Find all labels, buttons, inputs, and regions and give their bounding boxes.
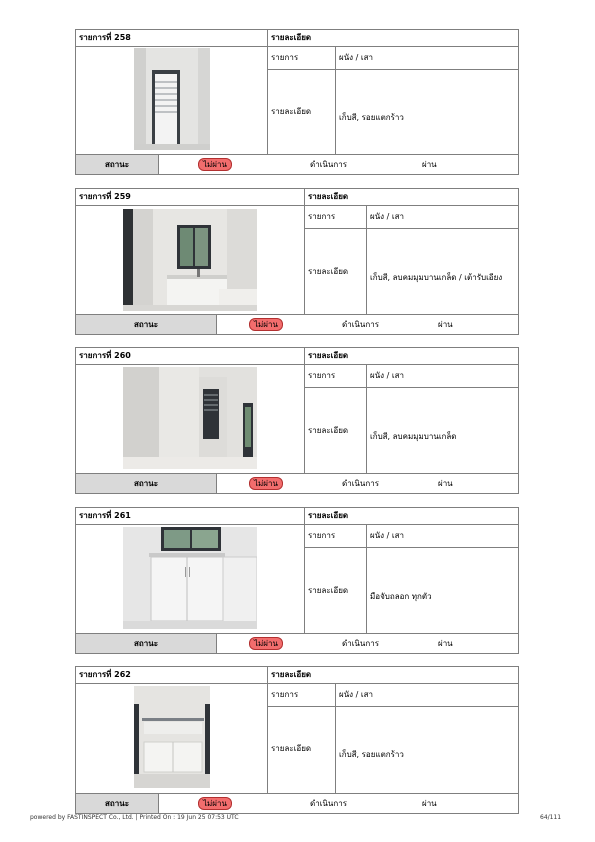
status-pass[interactable]: ผ่าน — [422, 160, 437, 169]
status-label: สถานะ — [76, 155, 159, 174]
item-photo[interactable] — [134, 48, 210, 150]
topic-label: รายการ — [271, 53, 299, 62]
inspection-item-card — [75, 666, 519, 814]
item-photo-cell — [76, 684, 268, 793]
topic-label-cell — [305, 206, 367, 229]
details-header: รายละเอียด — [308, 192, 349, 201]
status-fail-selected[interactable]: ไม่ผ่าน — [249, 318, 283, 331]
detail-label: รายละเอียด — [308, 267, 349, 276]
status-fail-selected[interactable]: ไม่ผ่าน — [249, 637, 283, 650]
item-title: รายการที่ 260 — [79, 351, 131, 360]
details-header-cell — [305, 348, 518, 365]
status-row — [76, 793, 518, 813]
item-photo-cell — [76, 525, 305, 633]
status-in-progress[interactable]: ดำเนินการ — [342, 639, 379, 648]
footer-credit: powered by FASTINSPECT Co., Ltd. | Printed On : 19 Jun 25 07:53 UTC — [30, 814, 239, 821]
topic-label-cell — [305, 365, 367, 388]
topic-label: รายการ — [308, 212, 336, 221]
item-photo[interactable] — [134, 686, 210, 788]
topic-value: ผนัง / เสา — [370, 371, 404, 380]
topic-label: รายการ — [308, 371, 336, 380]
status-label: สถานะ — [76, 634, 217, 653]
detail-value: มือจับถลอก ทุกตัว — [370, 592, 432, 601]
status-label: สถานะ — [76, 315, 217, 334]
topic-label: รายการ — [308, 531, 336, 540]
item-title: รายการที่ 258 — [79, 33, 131, 42]
detail-value: เก็บสี, รอยแตกร้าว — [339, 750, 404, 759]
status-label: สถานะ — [76, 474, 217, 493]
inspection-item-card — [75, 507, 519, 654]
item-title-cell — [76, 189, 305, 206]
detail-value: เก็บสี, รอยแตกร้าว — [339, 113, 404, 122]
status-pass[interactable]: ผ่าน — [438, 479, 453, 488]
details-header: รายละเอียด — [308, 351, 349, 360]
status-in-progress[interactable]: ดำเนินการ — [310, 160, 347, 169]
status-in-progress[interactable]: ดำเนินการ — [310, 799, 347, 808]
topic-value: ผนัง / เสา — [339, 53, 373, 62]
item-title: รายการที่ 259 — [79, 192, 131, 201]
status-pass[interactable]: ผ่าน — [438, 639, 453, 648]
inspection-item-card — [75, 29, 519, 175]
status-fail-selected[interactable]: ไม่ผ่าน — [198, 797, 232, 810]
status-fail-selected[interactable]: ไม่ผ่าน — [249, 477, 283, 490]
topic-value-cell — [367, 365, 518, 388]
details-header-cell — [268, 667, 518, 684]
detail-label: รายละเอียด — [271, 744, 312, 753]
detail-value-cell — [336, 707, 518, 793]
inspection-item-card — [75, 188, 519, 335]
topic-value: ผนัง / เสา — [370, 531, 404, 540]
topic-value: ผนัง / เสา — [339, 690, 373, 699]
details-header-cell — [305, 508, 518, 525]
topic-value: ผนัง / เสา — [370, 212, 404, 221]
topic-value-cell — [336, 684, 518, 707]
status-row — [76, 154, 518, 174]
status-pass[interactable]: ผ่าน — [438, 320, 453, 329]
item-photo-cell — [76, 365, 305, 473]
item-photo[interactable] — [123, 367, 257, 469]
details-header: รายละเอียด — [271, 670, 312, 679]
item-title-cell — [76, 667, 268, 684]
status-in-progress[interactable]: ดำเนินการ — [342, 479, 379, 488]
detail-label: รายละเอียด — [308, 426, 349, 435]
item-photo[interactable] — [123, 527, 257, 629]
item-title-cell — [76, 508, 305, 525]
status-row — [76, 633, 518, 653]
detail-value-cell — [367, 548, 518, 633]
topic-value-cell — [367, 206, 518, 229]
status-row — [76, 314, 518, 334]
topic-value-cell — [336, 47, 518, 70]
status-row — [76, 473, 518, 493]
topic-label-cell — [305, 525, 367, 548]
item-title: รายการที่ 262 — [79, 670, 131, 679]
page-number: 64/111 — [540, 814, 562, 821]
detail-label: รายละเอียด — [308, 586, 349, 595]
topic-value-cell — [367, 525, 518, 548]
detail-label-cell — [305, 388, 367, 473]
topic-label: รายการ — [271, 690, 299, 699]
item-title-cell — [76, 30, 268, 47]
detail-value-cell — [367, 388, 518, 473]
item-photo[interactable] — [123, 209, 257, 311]
inspection-item-card — [75, 347, 519, 494]
topic-label-cell — [268, 684, 336, 707]
detail-label-cell — [268, 707, 336, 793]
topic-label-cell — [268, 47, 336, 70]
details-header-cell — [305, 189, 518, 206]
item-title-cell — [76, 348, 305, 365]
status-fail-selected[interactable]: ไม่ผ่าน — [198, 158, 232, 171]
item-photo-cell — [76, 206, 305, 314]
details-header-cell — [268, 30, 518, 47]
detail-label-cell — [268, 70, 336, 154]
detail-value-cell — [367, 229, 518, 314]
details-header: รายละเอียด — [308, 511, 349, 520]
details-header: รายละเอียด — [271, 33, 312, 42]
status-in-progress[interactable]: ดำเนินการ — [342, 320, 379, 329]
detail-value: เก็บสี, ลบคมมุมบานเกล็ด — [370, 432, 457, 441]
detail-value-cell — [336, 70, 518, 154]
item-title: รายการที่ 261 — [79, 511, 131, 520]
detail-value: เก็บสี, ลบคมมุมบานเกล็ด / เต้ารับเอียง — [370, 273, 503, 282]
detail-label: รายละเอียด — [271, 107, 312, 116]
status-pass[interactable]: ผ่าน — [422, 799, 437, 808]
item-photo-cell — [76, 47, 268, 154]
status-label: สถานะ — [76, 794, 159, 813]
detail-label-cell — [305, 548, 367, 633]
detail-label-cell — [305, 229, 367, 314]
